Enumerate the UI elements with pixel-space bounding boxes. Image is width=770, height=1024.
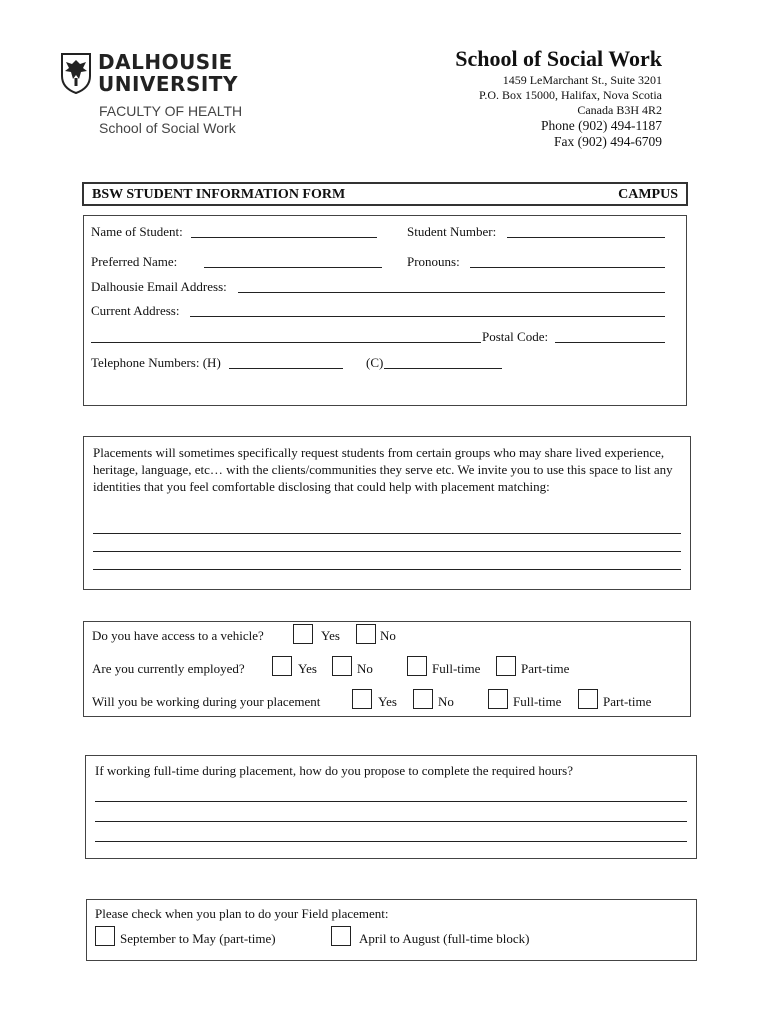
- vehicle-question: Do you have access to a vehicle?: [92, 628, 264, 643]
- working-fulltime-label: Full-time: [513, 694, 562, 709]
- hours-line-3[interactable]: [95, 841, 687, 842]
- postal-code-field[interactable]: [555, 342, 665, 343]
- placements-line-3[interactable]: [93, 569, 681, 570]
- form-title-bar: [82, 182, 688, 206]
- employed-question: Are you currently employed?: [92, 661, 245, 676]
- employed-yes-checkbox[interactable]: [272, 656, 292, 676]
- student-name-label: Name of Student:: [91, 224, 183, 239]
- april-august-label: April to August (full-time block): [359, 931, 530, 946]
- vehicle-yes-label: Yes: [321, 628, 340, 643]
- working-no-label: No: [438, 694, 454, 709]
- email-field[interactable]: [238, 292, 665, 293]
- september-may-checkbox[interactable]: [95, 926, 115, 946]
- employed-fulltime-label: Full-time: [432, 661, 481, 676]
- campus-label: CAMPUS: [618, 187, 678, 202]
- preferred-name-field[interactable]: [204, 267, 382, 268]
- home-phone-field[interactable]: [229, 368, 343, 369]
- preferred-name-label: Preferred Name:: [91, 254, 178, 269]
- address-line1: 1459 LeMarchant St., Suite 3201: [502, 73, 662, 87]
- pronouns-field[interactable]: [470, 267, 665, 268]
- university-name-line1: DALHOUSIE: [98, 50, 233, 74]
- form-title: BSW STUDENT INFORMATION FORM: [92, 187, 346, 202]
- phone-number: Phone (902) 494-1187: [541, 118, 662, 133]
- employed-yes-label: Yes: [298, 661, 317, 676]
- pronouns-label: Pronouns:: [407, 254, 460, 269]
- faculty-name: FACULTY OF HEALTH: [99, 103, 243, 119]
- vehicle-no-label: No: [380, 628, 396, 643]
- placements-text: Placements will sometimes specifically request students from certain groups who may share lived experience, heritage, language, etc… with the clients/communities they serve etc. We invite you to use this space to list any identities that you feel comfortable disclosing that could help with placement matching:: [93, 445, 673, 494]
- address-line2: P.O. Box 15000, Halifax, Nova Scotia: [479, 88, 662, 102]
- placements-line-1[interactable]: [93, 533, 681, 534]
- working-parttime-checkbox[interactable]: [578, 689, 598, 709]
- hours-line-2[interactable]: [95, 821, 687, 822]
- working-question: Will you be working during your placement: [92, 694, 321, 709]
- employed-parttime-label: Part-time: [521, 661, 570, 676]
- cell-phone-label: (C): [366, 355, 384, 370]
- employed-fulltime-checkbox[interactable]: [407, 656, 427, 676]
- working-yes-checkbox[interactable]: [352, 689, 372, 709]
- student-number-label: Student Number:: [407, 224, 497, 239]
- student-name-field[interactable]: [191, 237, 377, 238]
- home-phone-label: Telephone Numbers: (H): [91, 355, 221, 370]
- postal-code-label: Postal Code:: [482, 329, 549, 344]
- school-subtitle: School of Social Work: [99, 120, 236, 136]
- address-line3: Canada B3H 4R2: [577, 103, 662, 117]
- employed-no-checkbox[interactable]: [332, 656, 352, 676]
- working-fulltime-checkbox[interactable]: [488, 689, 508, 709]
- employed-parttime-checkbox[interactable]: [496, 656, 516, 676]
- hours-question: If working full-time during placement, how do you propose to complete the required hours?: [95, 763, 573, 778]
- employed-no-label: No: [357, 661, 373, 676]
- current-address-label: Current Address:: [91, 303, 180, 318]
- vehicle-yes-checkbox[interactable]: [293, 624, 313, 644]
- fax-number: Fax (902) 494-6709: [554, 134, 662, 149]
- hours-line-1[interactable]: [95, 801, 687, 802]
- september-may-label: September to May (part-time): [120, 931, 276, 946]
- vehicle-no-checkbox[interactable]: [356, 624, 376, 644]
- working-parttime-label: Part-time: [603, 694, 652, 709]
- placements-line-2[interactable]: [93, 551, 681, 552]
- working-yes-label: Yes: [378, 694, 397, 709]
- student-number-field[interactable]: [507, 237, 665, 238]
- email-label: Dalhousie Email Address:: [91, 279, 227, 294]
- cell-phone-field[interactable]: [384, 368, 502, 369]
- field-placement-question: Please check when you plan to do your Field placement:: [95, 906, 389, 921]
- april-august-checkbox[interactable]: [331, 926, 351, 946]
- current-address-field[interactable]: [190, 316, 665, 317]
- school-title: School of Social Work: [455, 46, 662, 71]
- working-no-checkbox[interactable]: [413, 689, 433, 709]
- dalhousie-shield-icon: [60, 52, 92, 94]
- university-name-line2: UNIVERSITY: [98, 72, 238, 96]
- address-line2-field[interactable]: [91, 342, 481, 343]
